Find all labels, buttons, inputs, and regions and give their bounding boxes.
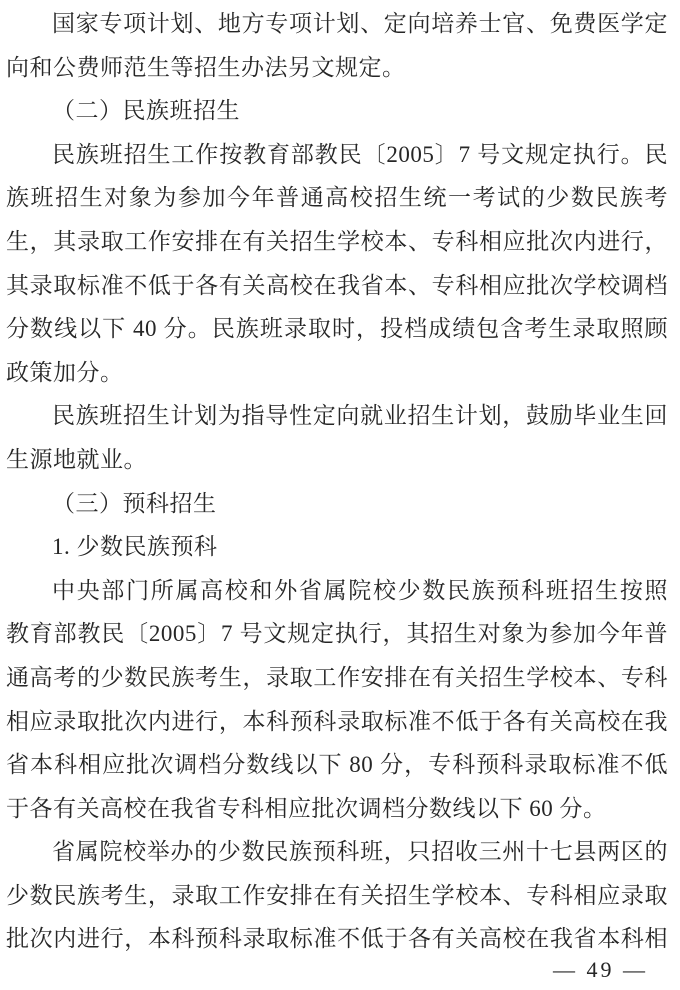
para-yuke-central-line: 通高考的少数民族考生，录取工作安排在有关招生学校本、专科 [6,664,668,690]
para-minzu-ban-policy-line: 民族班招生工作按教育部教民〔2005〕7 号文规定执行。民 [52,141,668,167]
document-body [6,2,668,961]
para-minzu-ban-plan-line: 生源地就业。 [6,446,147,472]
page-number: — 49 — [553,957,648,982]
heading-yuke-line: （三）预科招生 [52,490,217,516]
para-minzu-ban-policy-line: 分数线以下 40 分。民族班录取时，投档成绩包含考生录取照顾 [6,316,668,342]
para-yuke-provincial-line: 省属院校举办的少数民族预科班，只招收三州十七县两区的 [52,839,668,865]
para-yuke-central-line: 教育部教民〔2005〕7 号文规定执行，其招生对象为参加今年普 [6,621,668,647]
para-minzu-ban-policy-line: 其录取标准不低于各有关高校在我省本、专科相应批次学校调档 [6,272,668,298]
para-special-plans-line: 国家专项计划、地方专项计划、定向培养士官、免费医学定 [52,11,668,36]
heading-minzu-ban-line: （二）民族班招生 [52,98,240,124]
subheading-shaoshu-minzu-yuke-line: 1. 少数民族预科 [52,534,218,560]
para-minzu-ban-plan-line: 民族班招生计划为指导性定向就业招生计划，鼓励毕业生回 [52,403,668,429]
para-yuke-central-line: 于各有关高校在我省专科相应批次调档分数线以下 60 分。 [6,795,607,821]
para-minzu-ban-policy-line: 族班招生对象为参加今年普通高校招生统一考试的少数民族考 [6,185,668,211]
para-yuke-provincial-line: 批次内进行，本科预科录取标准不低于各有关高校在我省本科相 [6,926,668,952]
para-yuke-central-line: 中央部门所属高校和外省属院校少数民族预科班招生按照 [52,577,668,603]
para-minzu-ban-policy-line: 政策加分。 [6,359,124,385]
para-minzu-ban-policy-line: 生，其录取工作安排在有关招生学校本、专科相应批次内进行， [6,228,668,254]
para-yuke-central-line: 省本科相应批次调档分数线以下 80 分，专科预科录取标准不低 [6,752,668,778]
para-yuke-central-line: 相应录取批次内进行，本科预科录取标准不低于各有关高校在我 [6,708,668,734]
para-special-plans-line: 向和公费师范生等招生办法另文规定。 [6,54,406,80]
para-yuke-provincial-line: 少数民族考生，录取工作安排在有关招生学校本、专科相应录取 [6,882,668,908]
